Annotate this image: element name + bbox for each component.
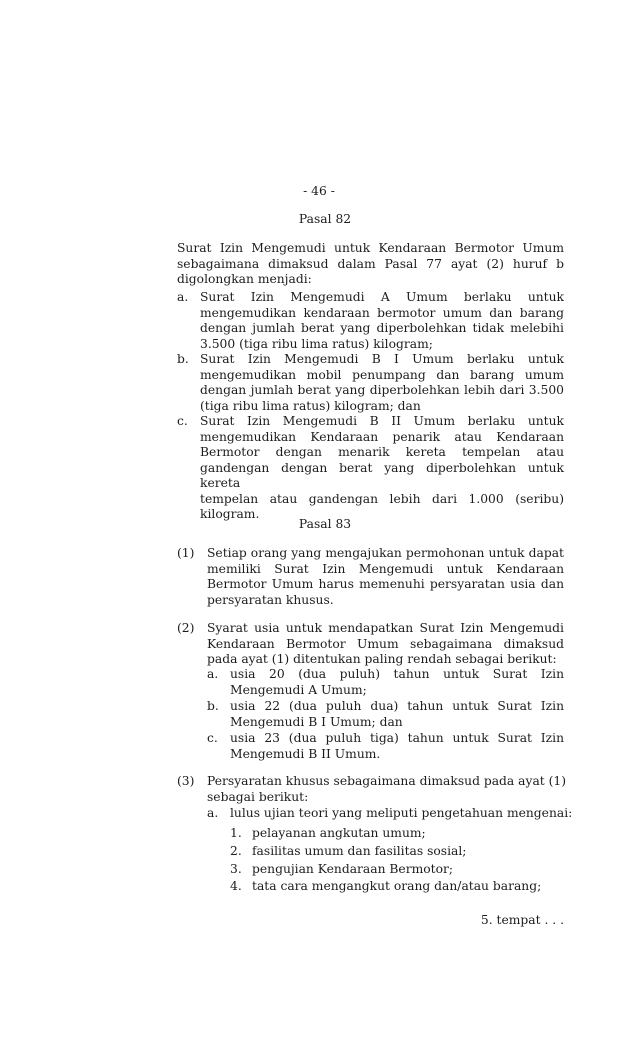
sub-item-c <box>230 731 564 762</box>
ayat-line: Syarat usia untuk mendapatkan Surat Izin Mengemudi <box>207 621 564 635</box>
item-text <box>200 290 564 352</box>
sub-marker: c. <box>207 731 218 745</box>
item-marker: b. <box>177 352 189 366</box>
item-text <box>200 352 564 414</box>
pasal-82-title: Pasal 82 <box>298 212 352 226</box>
ayat-line: Setiap orang yang mengajukan permohonan untuk dapat <box>207 546 564 560</box>
item-line: Surat Izin Mengemudi A Umum berlaku untuk <box>200 290 564 304</box>
item-marker: a. <box>177 290 189 304</box>
item-line: Surat Izin Mengemudi B I Umum berlaku untuk <box>200 352 564 366</box>
item-line: Surat Izin Mengemudi B II Umum berlaku untuk <box>200 414 564 428</box>
sub-marker: a. <box>207 806 219 820</box>
subsub-text: fasilitas umum dan fasilitas sosial; <box>252 844 467 858</box>
item-line: 3.500 (tiga ribu lima ratus) kilogram; <box>200 336 433 351</box>
subsub-marker: 3. <box>230 862 242 876</box>
sub-item-a <box>230 667 564 698</box>
intro-line: sebagaimana dimaksud dalam Pasal 77 ayat (2) huruf b <box>177 256 564 271</box>
subsub-text: pelayanan angkutan umum; <box>252 826 426 840</box>
ayat-marker: (2) <box>177 621 195 635</box>
pasal-82-intro <box>177 241 564 288</box>
sub-item-b <box>230 699 564 730</box>
sub-line: Mengemudi B II Umum. <box>230 746 381 761</box>
sub-line: usia 23 (dua puluh tiga) tahun untuk Surat Izin <box>230 731 564 745</box>
ayat-text <box>207 621 564 668</box>
sub-marker: b. <box>207 699 219 713</box>
sub-line: Mengemudi A Umum; <box>230 682 367 697</box>
subsub-text: pengujian Kendaraan Bermotor; <box>252 862 454 876</box>
subsub-marker: 2. <box>230 844 242 858</box>
item-line: mengemudikan Kendaraan penarik atau Kendaraan <box>200 429 564 444</box>
intro-line: Surat Izin Mengemudi untuk Kendaraan Bermotor Umum <box>177 241 564 255</box>
sub-line: usia 22 (dua puluh dua) tahun untuk Surat Izin <box>230 699 564 713</box>
item-line: Bermotor dengan menarik kereta tempelan atau <box>200 445 564 459</box>
item-line: dengan jumlah berat yang diperbolehkan tidak melebihi <box>200 321 564 335</box>
intro-line: digolongkan menjadi: <box>177 272 312 286</box>
ayat-line: Kendaraan Bermotor Umum sebagaimana dimaksud <box>207 636 564 651</box>
ayat-line: sebagai berikut: <box>207 789 309 804</box>
subsub-marker: 4. <box>230 879 242 893</box>
ayat-text <box>207 774 567 805</box>
subsub-text: tata cara mengangkut orang dan/atau barang; <box>252 879 542 893</box>
item-line: gandengan dengan berat yang diperbolehkan untuk kereta <box>200 460 564 490</box>
sub-line: usia 20 (dua puluh) tahun untuk Surat Izin <box>230 667 564 681</box>
item-marker: c. <box>177 414 188 428</box>
ayat-line: Bermotor Umum harus memenuhi persyaratan usia dan <box>207 577 564 591</box>
item-line: mengemudikan mobil penumpang dan barang umum <box>200 367 564 382</box>
item-line: tempelan atau gandengan lebih dari 1.000 (seribu) <box>200 491 564 506</box>
ayat-line: memiliki Surat Izin Mengemudi untuk Kendaraan <box>207 561 564 576</box>
item-line: (tiga ribu lima ratus) kilogram; dan <box>200 398 421 413</box>
sub-line: Mengemudi B I Umum; dan <box>230 714 403 729</box>
ayat-marker: (1) <box>177 546 195 560</box>
ayat-line: persyaratan khusus. <box>207 592 334 607</box>
ayat-line: Persyaratan khusus sebagaimana dimaksud pada ayat (1) <box>207 774 567 788</box>
ayat-text <box>207 546 564 608</box>
sub-item-text: lulus ujian teori yang meliputi pengetahuan mengenai: <box>230 806 573 820</box>
item-line: dengan jumlah berat yang diperbolehkan lebih dari 3.500 <box>200 383 564 397</box>
item-line: mengemudikan kendaraan bermotor umum dan barang <box>200 305 564 320</box>
continuation-catchword: 5. tempat . . . <box>480 913 564 927</box>
subsub-marker: 1. <box>230 826 242 840</box>
ayat-line: pada ayat (1) ditentukan paling rendah sebagai berikut: <box>207 652 557 666</box>
sub-marker: a. <box>207 667 219 681</box>
ayat-marker: (3) <box>177 774 195 788</box>
page-number: - 46 - <box>303 184 335 198</box>
pasal-83-title: Pasal 83 <box>298 517 352 531</box>
item-line: kilogram. <box>200 507 260 521</box>
item-text <box>200 414 564 523</box>
